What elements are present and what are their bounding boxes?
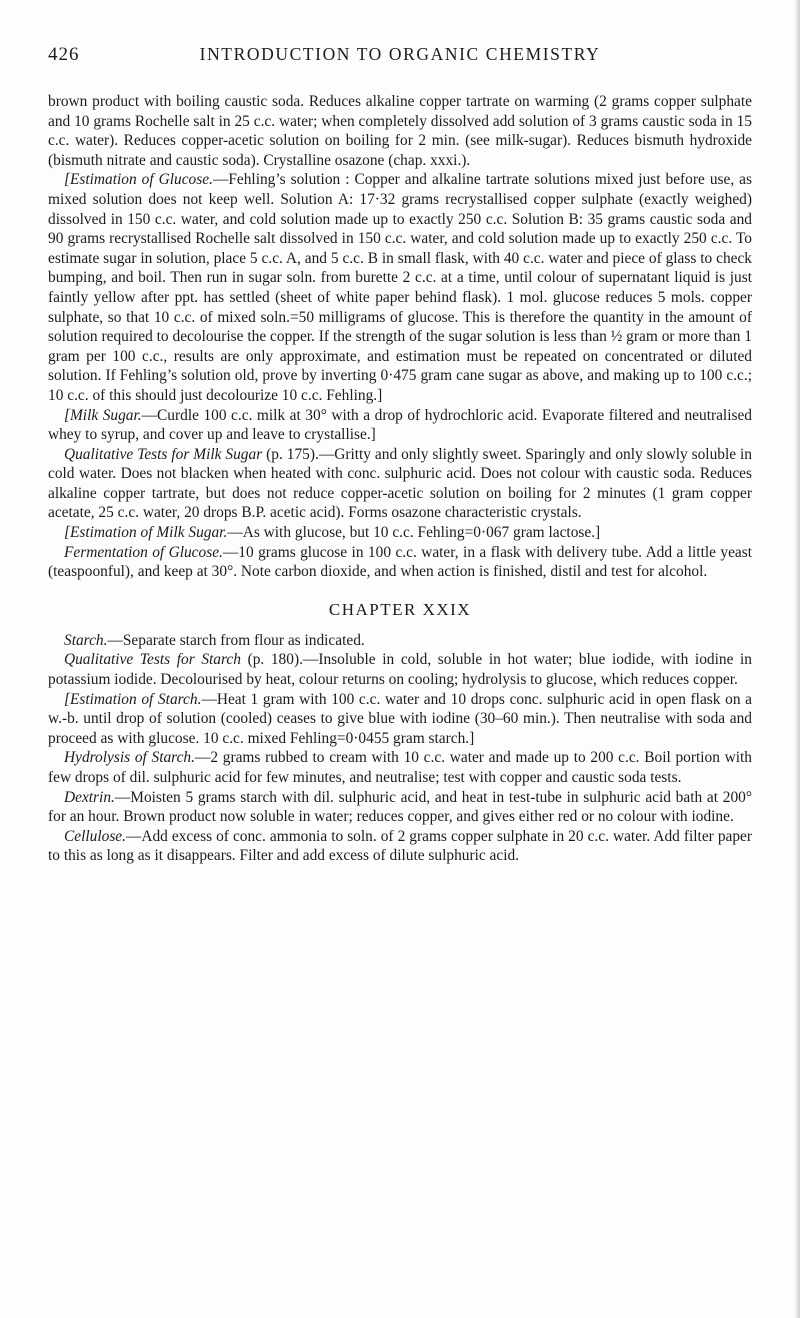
paragraph-text: —Separate starch from flour as indicated. bbox=[107, 631, 365, 649]
paragraph-hydrolysis-starch bbox=[48, 748, 752, 787]
paragraph-heading: Qualitative Tests for Starch bbox=[64, 651, 241, 669]
body-text bbox=[48, 92, 752, 866]
paragraph-text: —10 grams glucose in 100 c.c. water, in a flask with delivery tube. Add a little yeast (teaspoonful), and keep at 30°. Note carbon dioxide, and when action is finished, distil and test for alcohol. bbox=[48, 543, 752, 581]
paragraph-heading: [Estimation of Starch. bbox=[64, 690, 202, 708]
paragraph-text: —Moisten 5 grams starch with dil. sulphuric acid, and heat in test-tube in sulphuric acid bath at 200° for an hour. Brown product now soluble in water; reduces copper, and gives either red or no colour with iodine. bbox=[48, 788, 752, 826]
paragraph-text: —Fehling’s solution : Copper and alkaline tartrate solutions mixed just before use, as mixed solution does not keep well. Solution A: 17·32 grams recrystallised copper sulphate (exactly weighed) dissolved in 150 c.c. water, and cold solution made up to exactly 250 c.c. Solution B: 35 grams caustic soda and 90 grams recrystallised Rochelle salt dissolved in 150 c.c. water, and cold solution made up to exactly 250 c.c. To estimate sugar in solution, place 5 c.c. A, and 5 c.c. B in small flask, with 40 c.c. water and piece of glass to check bumping, and boil. Then run in sugar soln. from burette 2 c.c. at a time, until colour of supernatant liquid is just faintly yellow after ppt. has settled (sheet of white paper behind flask). 1 mol. glucose reduces 5 mols. copper sulphate, so that 10 c.c. of mixed soln.=50 milligrams of glucose. This is therefore the quantity in the amount of solution required to decolourise the copper. If the strength of the sugar solution is less than ½ gram or more than 1 gram per 100 c.c., results are only approximate, and estimation must be repeated on concentrated or diluted solution. If Fehling’s solution old, prove by inverting 0·475 gram cane sugar as above, and making up to 100 c.c.; 10 c.c. of this should just decolourize 10 c.c. Fehling.] bbox=[48, 171, 753, 404]
paragraph-heading: Qualitative Tests for Milk Sugar bbox=[64, 445, 263, 463]
paragraph-text: (p. 175).—Gritty and only slightly sweet. Sparingly and only slowly soluble in cold water. Does not blacken when heated with conc. sulphuric acid. Does not colour with caustic soda. Reduces alkaline copper tartrate, but does not reduce copper-acetic solution on boiling for 2 minutes (1 gram copper acetate, 25 c.c. water, 20 drops B.P. acetic acid). Forms osazone characteristic crystals. bbox=[48, 445, 752, 522]
paragraph-fermentation bbox=[48, 543, 752, 582]
paragraph-qualitative-milk-sugar bbox=[48, 445, 752, 523]
paragraph-heading: Hydrolysis of Starch. bbox=[64, 749, 195, 767]
chapter-heading: CHAPTER XXIX bbox=[328, 599, 472, 619]
paragraph-text: —2 grams rubbed to cream with 10 c.c. water and made up to 200 c.c. Boil portion with few drops of dil. sulphuric acid for few minutes, and neutralise; test with copper and caustic soda tests. bbox=[48, 749, 752, 786]
paragraph-starch bbox=[48, 631, 752, 651]
page-edge-shadow bbox=[794, 0, 800, 1318]
running-head: INTRODUCTION TO ORGANIC CHEMISTRY bbox=[199, 44, 601, 64]
paragraph-estimation-starch bbox=[48, 690, 752, 749]
paragraph-cellulose bbox=[48, 827, 752, 866]
paragraph-milk-sugar bbox=[48, 406, 752, 445]
paragraph-text: brown product with boiling caustic soda. Reduces alkaline copper tartrate on warming (2 grams copper sulphate and 10 grams Rochelle salt in 25 c.c. water; when completely dissolved add solution of 3 grams caustic soda in 15 c.c. water). Reduces copper-acetic solution on boiling for 2 min. (see milk-sugar). Reduces bismuth hydroxide (bismuth nitrate and caustic soda). Crystalline osazone (chap. xxxi.). bbox=[48, 93, 752, 169]
paragraph-estimation-glucose bbox=[48, 170, 752, 405]
paragraph-estimation-milk-sugar bbox=[48, 523, 752, 543]
paragraph-text: —As with glucose, but 10 c.c. Fehling=0·067 gram lactose.] bbox=[227, 524, 601, 542]
paragraph-text: —Heat 1 gram with 100 c.c. water and 10 drops conc. sulphuric acid in open flask on a w.-b. until drop of solution (cooled) ceases to give blue with iodine (30–60 min.). Then neutralise with soda and proceed as with glucose. 10 c.c. mixed Fehling=0·0455 gram starch.] bbox=[48, 690, 753, 747]
paragraph-text: —Add excess of conc. ammonia to soln. of 2 grams copper sulphate in 20 c.c. water. Add filter paper to this as long as it disappears. Filter and add excess of dilute sulphuric acid. bbox=[48, 827, 752, 865]
paragraph-text: (p. 180).—Insoluble in cold, soluble in hot water; blue iodide, with iodine in potassium iodide. Decolourised by heat, colour returns on cooling; hydrolysis to glucose, which reduces copper. bbox=[48, 651, 752, 689]
page-header bbox=[48, 44, 752, 70]
paragraph-heading: Fermentation of Glucose. bbox=[64, 543, 223, 561]
paragraph-heading: [Estimation of Milk Sugar. bbox=[64, 524, 228, 542]
paragraph-heading: Starch. bbox=[64, 631, 108, 649]
paragraph-heading: [Estimation of Glucose. bbox=[64, 171, 213, 189]
paragraph-dextrin bbox=[48, 788, 752, 827]
paragraph-heading: Cellulose. bbox=[64, 827, 126, 845]
paragraph-text: —Curdle 100 c.c. milk at 30° with a drop of hydrochloric acid. Evaporate filtered and neutralised whey to syrup, and cover up and leave to crystallise.] bbox=[48, 406, 753, 444]
page-number: 426 bbox=[48, 44, 80, 65]
paragraph-qualitative-starch bbox=[48, 650, 752, 689]
paragraph-glucose-reactions bbox=[48, 92, 752, 170]
book-page bbox=[48, 44, 752, 866]
paragraph-heading: Dextrin. bbox=[64, 788, 115, 806]
paragraph-heading: [Milk Sugar. bbox=[64, 406, 142, 424]
